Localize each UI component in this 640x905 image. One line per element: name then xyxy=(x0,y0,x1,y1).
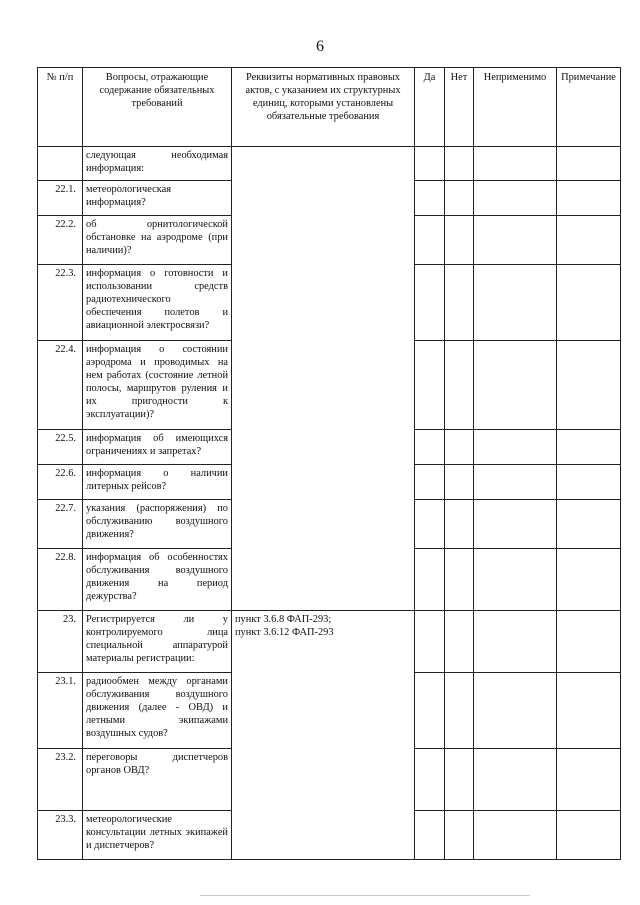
yes-cell[interactable] xyxy=(415,549,445,611)
row-question: информация о состоянии аэродрома и проводимых на нем работах (состояние летной полосы, маршрутов руления и их пригодности к эксплуатации)? xyxy=(83,341,232,430)
note-cell[interactable] xyxy=(557,341,621,430)
row-question: Регистрируется ли у контролируемого лица специальной аппаратурой материалы регистрации: xyxy=(83,611,232,673)
no-cell[interactable] xyxy=(445,181,474,216)
no-cell[interactable] xyxy=(445,549,474,611)
yes-cell[interactable] xyxy=(415,430,445,465)
yes-cell[interactable] xyxy=(415,811,445,860)
note-cell[interactable] xyxy=(557,181,621,216)
table-row xyxy=(38,147,621,181)
na-cell[interactable] xyxy=(474,216,557,265)
no-cell[interactable] xyxy=(445,147,474,181)
note-cell[interactable] xyxy=(557,430,621,465)
row-question: информация об особенностях обслуживания воздушного движения на период дежурства? xyxy=(83,549,232,611)
row-number: 22.1. xyxy=(38,181,83,216)
table-row xyxy=(38,611,621,673)
row-number: 22.4. xyxy=(38,341,83,430)
yes-cell[interactable] xyxy=(415,341,445,430)
row-number: 22.5. xyxy=(38,430,83,465)
yes-cell[interactable] xyxy=(415,500,445,549)
row-number: 23. xyxy=(38,611,83,673)
row-question: информация о готовности и использовании средств радиотехнического обеспечения полетов и авиационной электросвязи? xyxy=(83,265,232,341)
row-number: 23.2. xyxy=(38,749,83,811)
no-cell[interactable] xyxy=(445,216,474,265)
note-cell[interactable] xyxy=(557,611,621,673)
header-yes: Да xyxy=(415,68,445,147)
note-cell[interactable] xyxy=(557,147,621,181)
yes-cell[interactable] xyxy=(415,147,445,181)
row-question: указания (распоряжения) по обслуживанию воздушного движения? xyxy=(83,500,232,549)
row-number: 22.6. xyxy=(38,465,83,500)
row-acts: пункт 3.6.8 ФАП-293; пункт 3.6.12 ФАП-293 xyxy=(232,611,415,860)
no-cell[interactable] xyxy=(445,611,474,673)
page-number: 6 xyxy=(316,38,324,55)
row-number: 22.7. xyxy=(38,500,83,549)
no-cell[interactable] xyxy=(445,341,474,430)
yes-cell[interactable] xyxy=(415,673,445,749)
row-question: информация об имеющихся ограничениях и запретах? xyxy=(83,430,232,465)
row-number xyxy=(38,147,83,181)
row-number: 22.3. xyxy=(38,265,83,341)
checklist-table xyxy=(37,67,621,860)
row-question: следующая необходимая информация: xyxy=(83,147,232,181)
header-no: Нет xyxy=(445,68,474,147)
row-question: информация о наличии литерных рейсов? xyxy=(83,465,232,500)
row-number: 22.8. xyxy=(38,549,83,611)
yes-cell[interactable] xyxy=(415,216,445,265)
header-num: № п/п xyxy=(38,68,83,147)
na-cell[interactable] xyxy=(474,749,557,811)
row-question: об орнитологической обстановке на аэродроме (при наличии)? xyxy=(83,216,232,265)
header-na: Неприменимо xyxy=(474,68,557,147)
yes-cell[interactable] xyxy=(415,749,445,811)
no-cell[interactable] xyxy=(445,749,474,811)
note-cell[interactable] xyxy=(557,265,621,341)
na-cell[interactable] xyxy=(474,611,557,673)
header-row xyxy=(38,68,621,147)
note-cell[interactable] xyxy=(557,465,621,500)
na-cell[interactable] xyxy=(474,147,557,181)
row-question: переговоры диспетчеров органов ОВД? xyxy=(83,749,232,811)
na-cell[interactable] xyxy=(474,673,557,749)
header-question: Вопросы, отражающие содержание обязательных требований xyxy=(83,68,232,147)
row-question: метеорологические консультации летных экипажей и диспетчеров? xyxy=(83,811,232,860)
row-number: 23.3. xyxy=(38,811,83,860)
header-note: Примечание xyxy=(557,68,621,147)
row-number: 23.1. xyxy=(38,673,83,749)
row-acts xyxy=(232,147,415,611)
yes-cell[interactable] xyxy=(415,265,445,341)
note-cell[interactable] xyxy=(557,749,621,811)
row-question: метеорологическая информация? xyxy=(83,181,232,216)
no-cell[interactable] xyxy=(445,430,474,465)
header-acts: Реквизиты нормативных правовых актов, с указанием их структурных единиц, которыми установлены обязательные требования xyxy=(232,68,415,147)
note-cell[interactable] xyxy=(557,673,621,749)
no-cell[interactable] xyxy=(445,811,474,860)
na-cell[interactable] xyxy=(474,430,557,465)
yes-cell[interactable] xyxy=(415,181,445,216)
na-cell[interactable] xyxy=(474,181,557,216)
note-cell[interactable] xyxy=(557,549,621,611)
yes-cell[interactable] xyxy=(415,465,445,500)
row-question: радиообмен между органами обслуживания воздушного движения (далее - ОВД) и летными экипажами воздушных судов? xyxy=(83,673,232,749)
no-cell[interactable] xyxy=(445,673,474,749)
yes-cell[interactable] xyxy=(415,611,445,673)
no-cell[interactable] xyxy=(445,500,474,549)
note-cell[interactable] xyxy=(557,216,621,265)
no-cell[interactable] xyxy=(445,265,474,341)
na-cell[interactable] xyxy=(474,265,557,341)
note-cell[interactable] xyxy=(557,500,621,549)
na-cell[interactable] xyxy=(474,500,557,549)
note-cell[interactable] xyxy=(557,811,621,860)
na-cell[interactable] xyxy=(474,465,557,500)
row-number: 22.2. xyxy=(38,216,83,265)
no-cell[interactable] xyxy=(445,465,474,500)
na-cell[interactable] xyxy=(474,811,557,860)
na-cell[interactable] xyxy=(474,341,557,430)
scan-edge-line xyxy=(200,895,530,896)
na-cell[interactable] xyxy=(474,549,557,611)
